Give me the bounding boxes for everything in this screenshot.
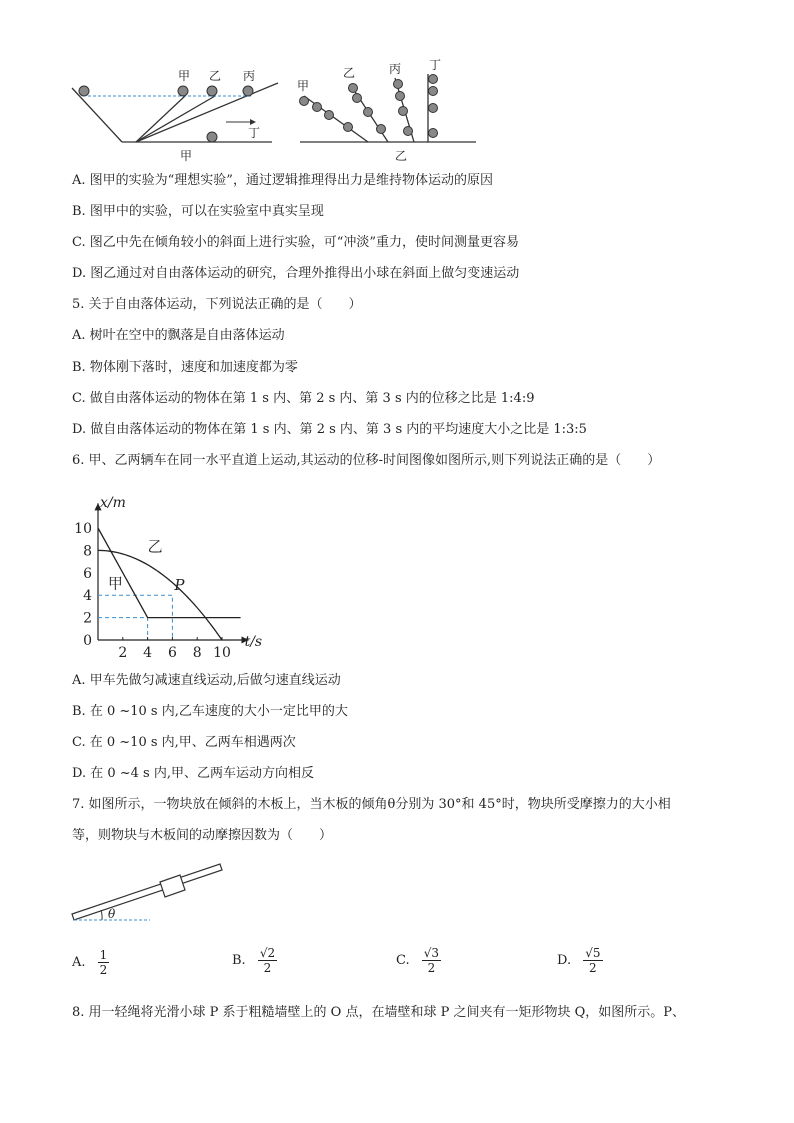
- label-ding: 丁: [248, 126, 261, 140]
- theta-label: θ: [108, 907, 116, 921]
- x-tick-label: 10: [213, 645, 231, 661]
- q5-option-a: A. 树叶在空中的飘落是自由落体运动: [72, 328, 285, 343]
- q5-option-d: D. 做自由落体运动的物体在第 1 s 内、第 2 s 内、第 3 s 内的平均速度大小之比是 1:3:5: [72, 422, 587, 437]
- series-label-jia: 甲: [107, 574, 123, 593]
- option-letter: B.: [232, 953, 246, 968]
- numerator: √5: [585, 946, 601, 960]
- xt-graph: [64, 482, 284, 662]
- q4-option-a: A. 图甲的实验为“理想实验”，通过逻辑推理得出力是维持物体运动的原因: [72, 173, 493, 188]
- y-tick-label: 6: [83, 565, 92, 582]
- series-line-jia: [98, 528, 241, 618]
- label-ding: 丁: [429, 58, 442, 72]
- label-jia: 甲: [178, 69, 191, 83]
- q6-stem: 6. 甲、乙两辆车在同一水平直道上运动,其运动的位移-时间图像如图所示,则下列说法正确的是（ ）: [72, 453, 661, 468]
- q6-option-c: C. 在 0 ~10 s 内,甲、乙两车相遇两次: [72, 735, 296, 750]
- y-tick-label: 4: [83, 588, 92, 605]
- denominator: 2: [427, 961, 436, 975]
- label-jia: 甲: [297, 79, 310, 93]
- option-letter: C.: [396, 953, 410, 968]
- q7-option-d: [557, 946, 603, 975]
- label-bing: 丙: [389, 62, 402, 76]
- numerator: √3: [423, 946, 440, 960]
- option-letter: A.: [72, 955, 86, 970]
- x-axis-label: t/s: [244, 634, 263, 650]
- q6-option-d: D. 在 0 ~4 s 内,甲、乙两车运动方向相反: [72, 766, 314, 781]
- guide-line: [98, 618, 148, 640]
- fraction: [258, 946, 277, 975]
- denominator: 2: [263, 961, 272, 975]
- figure-yi: [297, 58, 476, 163]
- series-label-yi: 乙: [147, 537, 163, 556]
- fraction: [98, 948, 110, 977]
- q4-option-b: B. 图甲中的实验，可以在实验室中真实呈现: [72, 204, 324, 219]
- q5-option-b: B. 物体刚下落时，速度和加速度都为零: [72, 360, 298, 375]
- q8-stem: 8. 用一轻绳将光滑小球 P 系于粗糙墙壁上的 O 点，在墙壁和球 P 之间夹有一矩形物块 Q，如图所示。P、: [72, 1005, 686, 1020]
- caption-jia: 甲: [180, 149, 193, 163]
- y-axis-label: x/m: [100, 495, 126, 512]
- q6-option-b: B. 在 0 ~10 s 内,乙车速度的大小一定比甲的大: [72, 704, 348, 719]
- numerator: √2: [259, 946, 276, 960]
- q7-option-b: [232, 946, 277, 975]
- series-line-yi: [98, 550, 222, 640]
- x-tick-label: 6: [167, 645, 177, 661]
- q5-stem: 5. 关于自由落体运动，下列说法正确的是（ ）: [72, 297, 362, 312]
- q7-option-c: [396, 946, 441, 975]
- option-letter: D.: [557, 953, 572, 968]
- q6-option-a: A. 甲车先做匀减速直线运动,后做匀速直线运动: [72, 673, 341, 688]
- figure-experiments: [0, 0, 794, 170]
- label-yi: 乙: [343, 66, 356, 80]
- figure-jia: [72, 69, 278, 163]
- q5-option-c: C. 做自由落体运动的物体在第 1 s 内、第 2 s 内、第 3 s 内的位移之比是 1:4:9: [72, 391, 535, 406]
- y-tick-label: 2: [83, 610, 92, 627]
- x-tick-label: 8: [192, 645, 202, 661]
- caption-yi: 乙: [395, 149, 408, 163]
- point-p-label: P: [174, 576, 185, 595]
- x-tick-label: 4: [143, 645, 153, 661]
- fraction: [422, 946, 441, 975]
- y-tick-label: 0: [83, 633, 92, 649]
- q4-option-d: D. 图乙通过对自由落体运动的研究，合理外推得出小球在斜面上做匀变速运动: [72, 266, 520, 281]
- x-tick-label: 2: [118, 645, 128, 661]
- y-tick-label: 10: [74, 521, 92, 537]
- q7-option-a: [72, 948, 109, 977]
- denominator: 2: [589, 961, 597, 975]
- numerator: 1: [99, 948, 108, 962]
- denominator: 2: [99, 963, 108, 977]
- incline-figure: [64, 852, 234, 932]
- fraction: [583, 946, 602, 975]
- label-bing: 丙: [243, 69, 256, 83]
- label-yi: 乙: [209, 69, 222, 83]
- q7-stem-line2: 等，则物块与木板间的动摩擦因数为（ ）: [72, 828, 333, 843]
- q4-option-c: C. 图乙中先在倾角较小的斜面上进行实验，可“冲淡”重力，使时间测量更容易: [72, 235, 520, 250]
- q7-stem-line1: 7. 如图所示，一物块放在倾斜的木板上，当木板的倾角θ分别为 30°和 45°时，物块所受摩擦力的大小相: [72, 797, 671, 812]
- y-tick-label: 8: [83, 543, 92, 560]
